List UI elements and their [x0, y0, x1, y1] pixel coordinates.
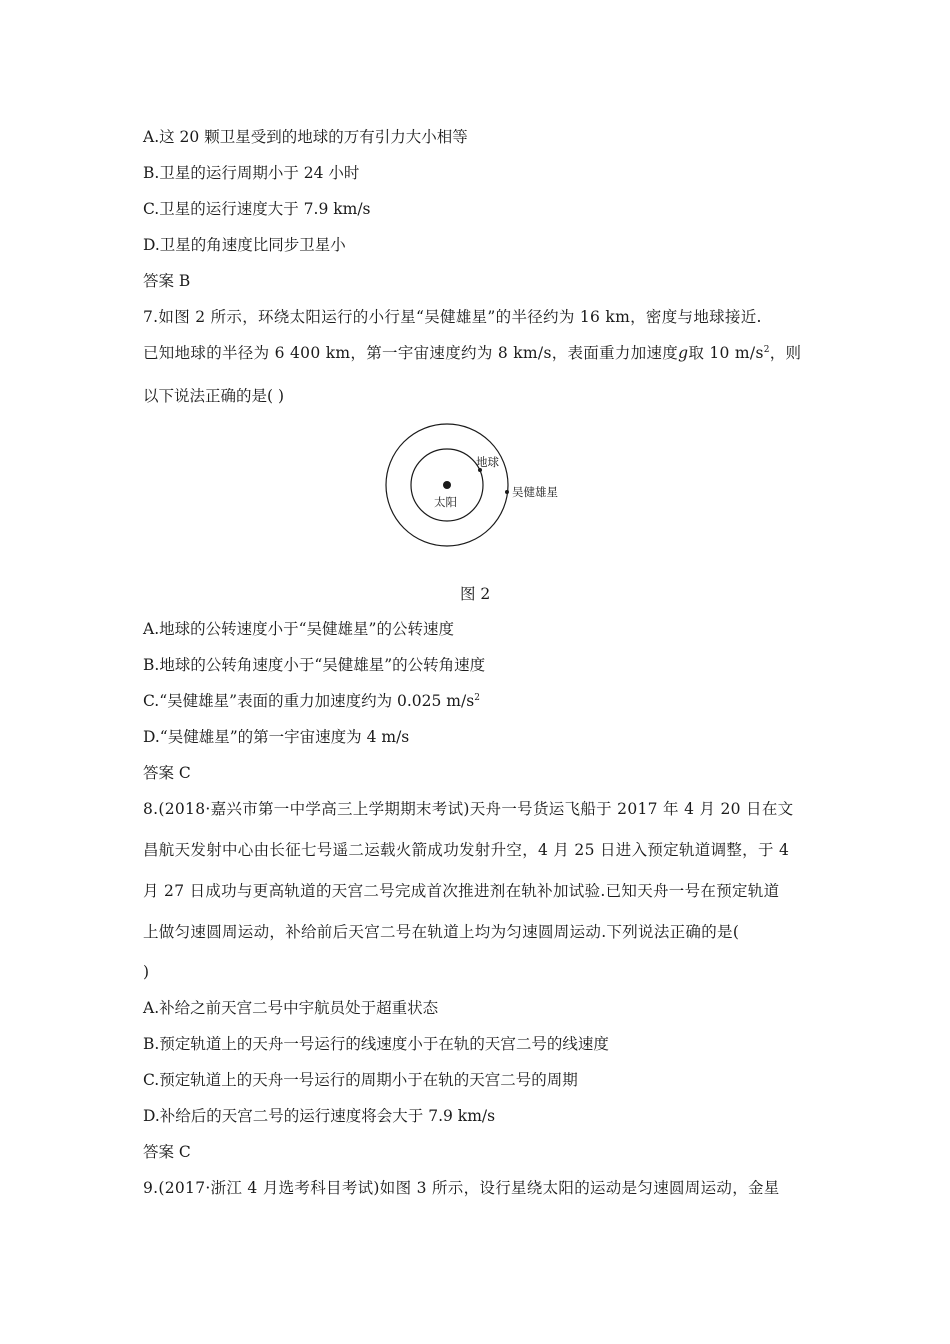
sun-dot [443, 481, 451, 489]
gravity-symbol: g [678, 344, 689, 362]
q7-stem-line2 [143, 343, 801, 363]
q7-option-b: B.地球的公转角速度小于“吴健雄星”的公转角速度 [143, 656, 486, 674]
q8-stem-line1: 8.(2018·嘉兴市第一中学高三上学期期末考试)天舟一号货运飞船于 2017 年 4 月 20 日在文 [143, 800, 794, 818]
q7-stem-line1: 7.如图 2 所示，环绕太阳运行的小行星“吴健雄星”的半径约为 16 km，密度与地球接近. [143, 308, 762, 326]
q8-option-b: B.预定轨道上的天舟一号运行的线速度小于在轨的天宫二号的线速度 [143, 1035, 609, 1053]
q7-answer: 答案 C [143, 764, 191, 782]
orbit-figure [385, 413, 575, 553]
q8-option-d: D.补给后的天宫二号的运行速度将会大于 7.9 km/s [143, 1107, 496, 1125]
q7-stem-line2-end: ，则 [769, 344, 802, 362]
q9-stem-line1: 9.(2017·浙江 4 月选考科目考试)如图 3 所示，设行星绕太阳的运动是匀速圆周运动，金星 [143, 1179, 780, 1197]
q8-stem-line5: ) [143, 963, 150, 981]
q7-stem-line2-unit: 取 10 m/s [688, 344, 764, 362]
q8-stem-line4: 上做匀速圆周运动，补给前后天宫二号在轨道上均为匀速圆周运动.下列说法正确的是( [143, 923, 740, 941]
figure-caption: 图 2 [460, 585, 491, 603]
q7-stem-line3: 以下说法正确的是( ) [143, 387, 285, 405]
q6-option-d: D.卫星的角速度比同步卫星小 [143, 236, 346, 254]
asteroid-label: 吴健雄星 [512, 485, 558, 499]
asteroid-dot [505, 490, 509, 494]
q8-option-c: C.预定轨道上的天舟一号运行的周期小于在轨的天宫二号的周期 [143, 1071, 578, 1089]
superscript: 2 [474, 693, 480, 703]
q6-option-b: B.卫星的运行周期小于 24 小时 [143, 164, 360, 182]
q8-option-a: A.补给之前天宫二号中宇航员处于超重状态 [143, 999, 439, 1017]
q8-stem-line2: 昌航天发射中心由长征七号遥二运载火箭成功发射升空，4 月 25 日进入预定轨道调整，于 4 [143, 841, 790, 859]
q7-option-c-text: C.“吴健雄星”表面的重力加速度约为 0.025 m/s [143, 692, 475, 710]
q7-option-a: A.地球的公转速度小于“吴健雄星”的公转速度 [143, 620, 454, 638]
q8-answer: 答案 C [143, 1143, 191, 1161]
q6-option-a: A.这 20 颗卫星受到的地球的万有引力大小相等 [143, 128, 468, 146]
superscript: 2 [763, 345, 770, 355]
q7-option-d: D.“吴健雄星”的第一宇宙速度为 4 m/s [143, 728, 410, 746]
earth-label: 地球 [476, 455, 499, 469]
q8-stem-line3: 月 27 日成功与更高轨道的天宫二号完成首次推进剂在轨补加试验.已知天舟一号在预定轨道 [143, 882, 780, 900]
q6-option-c: C.卫星的运行速度大于 7.9 km/s [143, 200, 371, 218]
sun-label: 太阳 [434, 495, 457, 509]
q7-option-c [143, 691, 480, 711]
q7-stem-line2-text: 已知地球的半径为 6 400 km，第一宇宙速度约为 8 km/s，表面重力加速度 [143, 344, 679, 362]
q6-answer: 答案 B [143, 272, 191, 290]
